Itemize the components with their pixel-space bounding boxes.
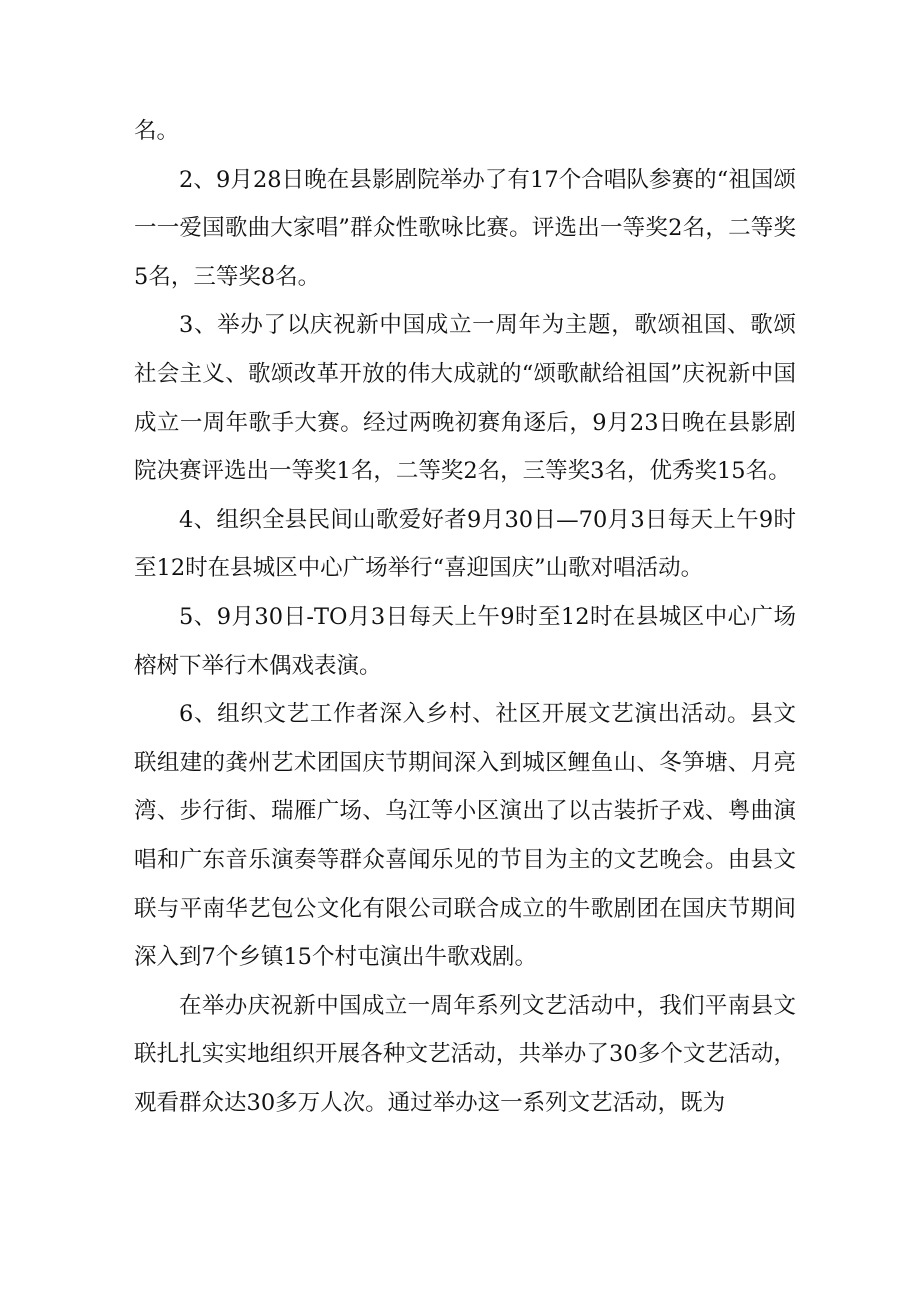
paragraph-summary: 在举办庆祝新中国成立一周年系列文艺活动中，我们平南县文联扎扎实实地组织开展各种文艺活动，共举办了30多个文艺活动，观看群众达30多万人次。通过举办这一系列文艺活动，既为 xyxy=(134,992,796,1116)
paragraph-item-6: 6、组织文艺工作者深入乡村、社区开展文艺演出活动。县文联组建的龚州艺术团国庆节期间深入到城区鲤鱼山、冬笋塘、月亮湾、步行街、瑞雁广场、乌江等小区演出了以古装折子戏、粤曲演唱和广东音乐演奏等群众喜闻乐见的节目为主的文艺晚会。由县文联与平南华艺包公文化有限公司联合成立的牛歌剧团在国庆节期间深入到7个乡镇15个村屯演出牛歌戏剧。 xyxy=(134,701,796,971)
paragraph-item-4: 4、组织全县民间山歌爱好者9月30日—70月3日每天上午9时至12时在县城区中心广场举行“喜迎国庆”山歌对唱活动。 xyxy=(134,506,796,582)
paragraph-continuation: 名。 xyxy=(134,118,180,144)
document-body xyxy=(134,107,796,1127)
paragraph-item-2: 2、9月28日晚在县影剧院举办了有17个合唱队参赛的“祖国颂一一爱国歌曲大家唱”群众性歌咏比赛。评选出一等奖2名，二等奖5名，三等奖8名。 xyxy=(134,166,796,290)
paragraph-item-3: 3、举办了以庆祝新中国成立一周年为主题，歌颂祖国、歌颂社会主义、歌颂改革开放的伟大成就的“颂歌献给祖国”庆祝新中国成立一周年歌手大赛。经过两晚初赛角逐后，9月23日晚在县影剧院决赛评选出一等奖1名，二等奖2名，三等奖3名，优秀奖15名。 xyxy=(134,312,796,485)
paragraph-item-5: 5、9月30日-TO月3日每天上午9时至12时在县城区中心广场榕树下举行木偶戏表演。 xyxy=(134,603,796,679)
